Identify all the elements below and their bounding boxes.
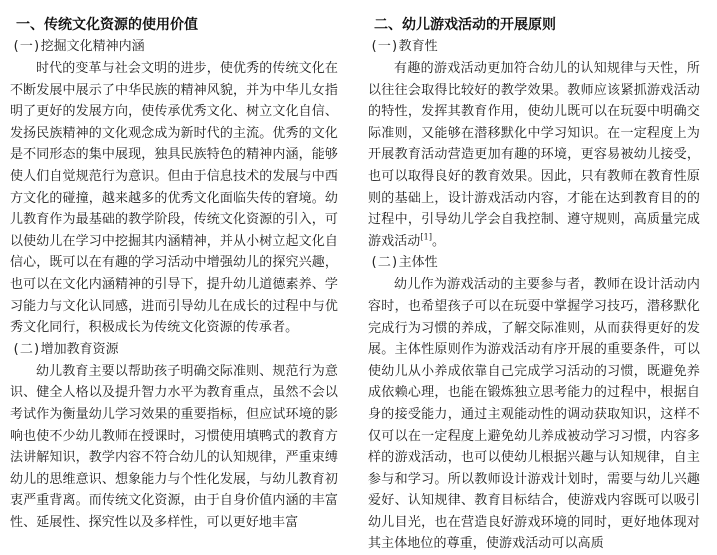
paragraph-educational [368,58,700,252]
paragraph-subjectivity: 幼儿作为游戏活动的主要参与者，教师在设计活动内容时，也希望孩子可以在玩耍中掌握学习技巧，潜移默化完成行为习惯的养成，了解交际准则，从而获得更好的发展。主体性原则作为游戏活动有序开展的重要条件，可以使幼儿从小养成依靠自己完成学习活动的习惯，既避免养成依赖心理，也能在锻炼独立思考能力的过程中，根据自身的接受能力，通过主观能动性的调动获取知识，这样不仅可以在一定程度上避免幼儿养成被动学习习惯，内容多样的游戏活动，也可以使幼儿根据兴趣与认知规律，自主参与和学习。所以教师设计游戏计划时，需要与幼儿兴趣爱好、认知规律、教育目标结合，使游戏内容既可以吸引幼儿目光，也在营造良好游戏环境的同时，更好地体现对其主体地位的尊重，使游戏活动可以高质 [368,277,700,552]
paragraph-explore-cultural-spirit: 时代的变革与社会文明的进步，使优秀的传统文化在不断发展中展示了中华民族的精神风貌，并为中华儿女指明了更好的发展方向，使传承优秀文化、树立文化自信、发扬民族精神的文化观念成为新时代的主流。优秀的文化是不同形态的集中展现，独具民族特色的精神内涵，能够使人们自觉规范行为意识。但由于信息技术的发展与中西方文化的碰撞，越来越多的优秀文化面临失传的窘境。幼儿教育作为最基础的教学阶段，传统文化资源的引入，可以使幼儿在学习中挖掘其内涵精神，并从小树立起文化自信心，既可以在有趣的学习活动中增强幼儿的探究兴趣，也可以在文化内涵精神的引导下，提升幼儿道德素养、学习能力与文化认同感，进而引导幼儿在成长的过程中与优秀文化同行，积极成长为传统文化资源的传承者。 [10,61,338,336]
subheading-explore-cultural-spirit: (一)挖掘文化精神内涵 [12,39,145,54]
paragraph-educational-end: 。 [432,233,446,249]
section-title-traditional-culture-value: 一、传统文化资源的使用价值 [16,17,198,33]
right-column [368,0,700,552]
citation-marker: [1] [420,232,433,242]
subheading-increase-educational-resources: (二)增加教育资源 [12,341,119,357]
left-column [10,0,338,530]
subheading-subjectivity: (二)主体性 [370,255,438,271]
paragraph-educational-text: 有趣的游戏活动更加符合幼儿的认知规律与天性，所以往往会取得比较好的教学效果。教师应该紧抓游戏活动的特性，发挥其教育作用，使幼儿既可以在玩耍中明确交际准则，又能够在潜移默化中学习知识。在一定程度上为开展教育活动营造更加有趣的环境，更容易被幼儿接受，也可以取得良好的教育效果。因此，只有教师在教育性原则的基础上，设计游戏活动内容，才能在达到教育目的的过程中，引导幼儿学会自我控制、遵守规则，高质量完成游戏活动 [368,61,700,249]
paragraph-increase-educational-resources: 幼儿教育主要以帮助孩子明确交际准则、规范行为意识、健全人格以及提升智力水平为教育重点，虽然不会以考试作为衡量幼儿学习效果的重要指标，但应试环境的影响也使不少幼儿教师在授课时，习惯使用填鸭式的教育方法讲解知识，教学内容不符合幼儿的认知规律，严重束缚幼儿的思维意识、想象能力与个性化发展，与幼儿教育初衷严重背离。而传统文化资源，由于自身价值内涵的丰富性、延展性、探究性以及多样性，可以更好地丰富 [10,363,338,530]
section-title-game-activity-principles: 二、幼儿游戏活动的开展原则 [374,17,556,33]
subheading-educational: (一)教育性 [370,39,438,54]
